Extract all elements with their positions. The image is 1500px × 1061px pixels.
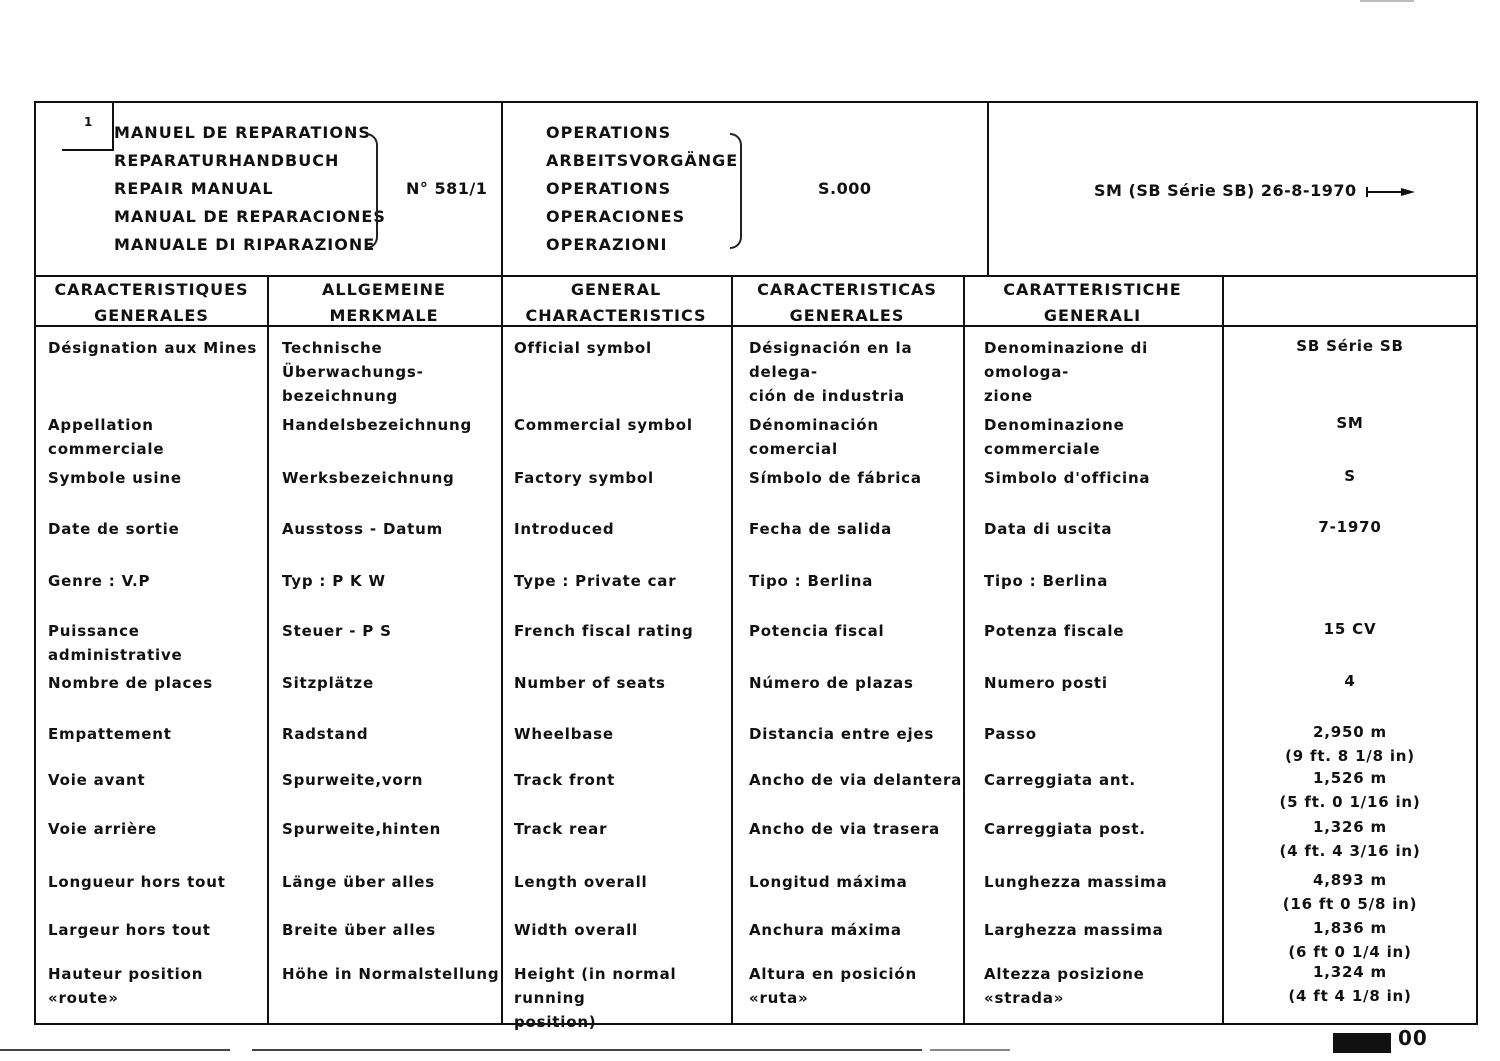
cell-it: Larghezza massima <box>984 921 1164 939</box>
footer-black-bar <box>1333 1033 1391 1053</box>
cell-fr: Puissance administrative <box>48 622 183 664</box>
cell-en: Type : Private car <box>514 572 677 590</box>
column-header-fr <box>36 277 267 327</box>
operation-code: S.000 <box>818 179 872 198</box>
cell-fr: Symbole usine <box>48 469 182 487</box>
cell-en: Length overall <box>514 873 648 891</box>
characteristics-table <box>34 101 1478 1031</box>
cell-fr: Genre : V.P <box>48 572 151 590</box>
cell-es: Dénominación comercial <box>749 416 879 458</box>
cell-value: SM <box>1336 414 1364 432</box>
cell-it: Numero posti <box>984 674 1108 692</box>
operation-title-fr: OPERATIONS <box>546 123 672 142</box>
column-header-de-line2: MERKMALE <box>329 306 439 325</box>
cell-de: Länge über alles <box>282 873 436 891</box>
cell-es: Fecha de salida <box>749 520 893 538</box>
cell-de: Breite über alles <box>282 921 437 939</box>
page-number: 1 <box>84 115 93 129</box>
cell-value: 4,893 m (16 ft 0 5/8 in) <box>1282 871 1418 913</box>
column-divider-4 <box>731 275 733 1023</box>
cell-value: 2,950 m (9 ft. 8 1/8 in) <box>1285 723 1415 765</box>
cell-en: Wheelbase <box>514 725 614 743</box>
page-number-box <box>62 103 114 151</box>
top-edge-mark <box>1360 0 1414 2</box>
cell-value: 1,526 m (5 ft. 0 1/16 in) <box>1279 769 1421 811</box>
cell-en: Official symbol <box>514 339 652 357</box>
cell-en: Width overall <box>514 921 638 939</box>
column-header-de <box>267 277 501 327</box>
cell-en: Track rear <box>514 820 608 838</box>
cell-it: Data di uscita <box>984 520 1113 538</box>
model-info-text: SM (SB Série SB) 26-8-1970 <box>1094 181 1357 200</box>
header-divider-v2 <box>987 103 989 275</box>
cell-es: Tipo : Berlina <box>749 572 874 590</box>
cell-it: Tipo : Berlina <box>984 572 1109 590</box>
cell-en: Factory symbol <box>514 469 654 487</box>
footer-rule-1 <box>0 1049 230 1051</box>
operation-title-es: OPERACIONES <box>546 207 686 226</box>
column-header-en-line1: GENERAL <box>570 280 662 299</box>
operation-titles <box>546 119 738 259</box>
manual-title-es: MANUAL DE REPARACIONES <box>114 207 386 226</box>
cell-fr: Empattement <box>48 725 172 743</box>
cell-it: Potenza fiscale <box>984 622 1125 640</box>
cell-value: SB Série SB <box>1296 337 1404 355</box>
column-header-it <box>963 277 1222 327</box>
manual-title-fr: MANUEL DE REPARATIONS <box>114 123 371 142</box>
cell-de: Technische Überwachungs- bezeichnung <box>282 339 424 405</box>
cell-fr: Hauteur position «route» <box>48 965 204 1007</box>
operation-titles-brace <box>730 133 742 249</box>
cell-de: Spurweite,hinten <box>282 820 442 838</box>
cell-es: Símbolo de fábrica <box>749 469 922 487</box>
cell-it: Denominazione commerciale <box>984 416 1125 458</box>
operation-title-it: OPERAZIONI <box>546 235 668 254</box>
operation-title-de: ARBEITSVORGÄNGE <box>546 151 739 170</box>
cell-it: Denominazione di omologa- zione <box>984 339 1149 405</box>
cell-de: Sitzplätze <box>282 674 374 692</box>
cell-es: Désignación en la delega- ción de industria <box>749 339 913 405</box>
column-header-it-line1: CARATTERISTICHE <box>1003 280 1182 299</box>
cell-de: Radstand <box>282 725 369 743</box>
manual-title-de: REPARATURHANDBUCH <box>114 151 340 170</box>
cell-de: Typ : P K W <box>282 572 386 590</box>
column-header-fr-line2: GENERALES <box>94 306 209 325</box>
cell-it: Carreggiata post. <box>984 820 1146 838</box>
manual-titles <box>114 119 386 259</box>
cell-es: Longitud máxima <box>749 873 908 891</box>
footer-rule-3 <box>930 1049 1010 1051</box>
column-header-es-line2: GENERALES <box>789 306 905 325</box>
cell-en: Commercial symbol <box>514 416 693 434</box>
cell-de: Steuer - P S <box>282 622 392 640</box>
cell-en: Number of seats <box>514 674 666 692</box>
column-header-it-line2: GENERALI <box>1043 306 1142 325</box>
cell-fr: Voie arrière <box>48 820 158 838</box>
cell-de: Höhe in Normalstellung <box>282 965 500 983</box>
cell-en: Track front <box>514 771 616 789</box>
column-header-en-line2: CHARACTERISTICS <box>525 306 707 325</box>
cell-es: Altura en posición «ruta» <box>749 965 917 1007</box>
cell-value: 4 <box>1344 672 1356 690</box>
cell-it: Lunghezza massima <box>984 873 1168 891</box>
manual-title-it: MANUALE DI RIPARAZIONE <box>114 235 376 254</box>
cell-value: S <box>1344 467 1356 485</box>
column-header-fr-line1: CARACTERISTIQUES <box>54 280 249 299</box>
cell-fr: Voie avant <box>48 771 146 789</box>
cell-it: Carreggiata ant. <box>984 771 1136 789</box>
cell-value: 15 CV <box>1323 620 1377 638</box>
cell-value: 1,324 m (4 ft 4 1/8 in) <box>1288 963 1412 1005</box>
cell-value: 1,836 m (6 ft 0 1/4 in) <box>1288 919 1412 961</box>
cell-value: 7-1970 <box>1318 518 1382 536</box>
cell-de: Handelsbezeichnung <box>282 416 473 434</box>
cell-it: Passo <box>984 725 1037 743</box>
cell-en: Introduced <box>514 520 615 538</box>
cell-value: 1,326 m (4 ft. 4 3/16 in) <box>1279 818 1421 860</box>
manual-title-en: REPAIR MANUAL <box>114 179 274 198</box>
cell-es: Distancia entre ejes <box>749 725 935 743</box>
footer-rule-2 <box>252 1049 922 1051</box>
cell-es: Número de plazas <box>749 674 914 692</box>
cell-en: Height (in normal running position) <box>514 965 677 1031</box>
cell-es: Anchura máxima <box>749 921 902 939</box>
column-header-de-line1: ALLGEMEINE <box>322 280 446 299</box>
footer-page-code: 00 <box>1398 1026 1428 1050</box>
header-divider-v1 <box>501 103 503 275</box>
column-header-es-line1: CARACTERISTICAS <box>757 280 937 299</box>
operation-title-en: OPERATIONS <box>546 179 672 198</box>
manual-titles-brace <box>366 133 378 249</box>
cell-de: Werksbezeichnung <box>282 469 455 487</box>
cell-es: Potencia fiscal <box>749 622 885 640</box>
column-header-es <box>731 277 963 327</box>
cell-fr: Largeur hors tout <box>48 921 211 939</box>
cell-fr: Désignation aux Mines <box>48 339 258 357</box>
cell-es: Ancho de via trasera <box>749 820 941 838</box>
cell-fr: Appellation commerciale <box>48 416 165 458</box>
column-header-en <box>501 277 731 327</box>
cell-en: French fiscal rating <box>514 622 694 640</box>
cell-fr: Date de sortie <box>48 520 180 538</box>
model-info <box>1094 181 1415 200</box>
cell-it: Altezza posizione «strada» <box>984 965 1145 1007</box>
cell-fr: Nombre de places <box>48 674 213 692</box>
cell-es: Ancho de via delantera <box>749 771 963 789</box>
arrow-right-icon <box>1365 186 1415 198</box>
cell-de: Ausstoss - Datum <box>282 520 443 538</box>
cell-fr: Longueur hors tout <box>48 873 226 891</box>
cell-de: Spurweite,vorn <box>282 771 424 789</box>
manual-number: N° 581/1 <box>406 179 488 198</box>
cell-it: Simbolo d'officina <box>984 469 1151 487</box>
